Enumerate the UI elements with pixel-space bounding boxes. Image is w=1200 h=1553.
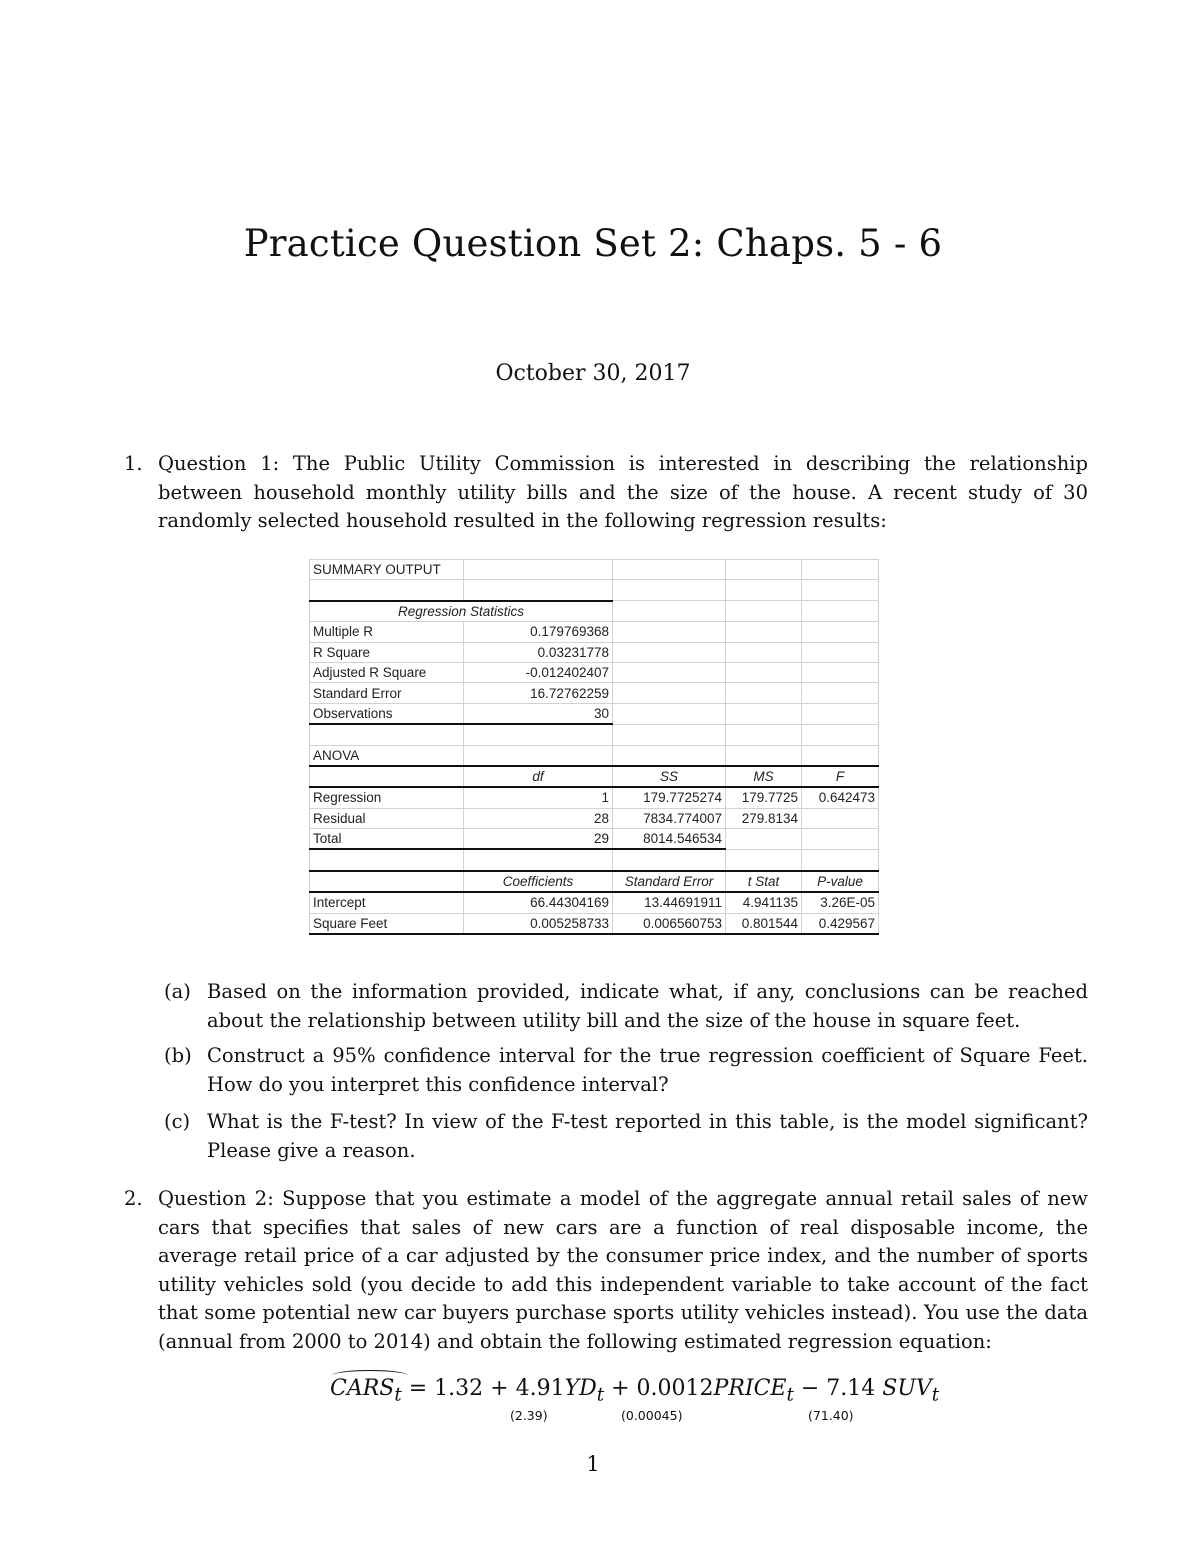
eq-subscript: t — [931, 1384, 940, 1406]
question-2-number: 2. — [124, 1187, 143, 1210]
anova-ms: 179.7725 — [726, 787, 802, 808]
part-text: Based on the information provided, indicate what, if any, conclusions can be reached about the relationship between utility bill and the size of the house in square feet. — [207, 980, 1088, 1032]
anova-ss: 8014.546534 — [613, 829, 726, 850]
eq-coef3: − 7.14 — [800, 1376, 876, 1401]
table-row — [310, 703, 879, 724]
equation-main — [330, 1376, 939, 1405]
coef-value: 0.005258733 — [464, 913, 613, 934]
stat-value: -0.012402407 — [464, 662, 613, 682]
anova-label: Regression — [310, 787, 464, 808]
anova-ms — [726, 829, 802, 850]
stat-value: 16.72762259 — [464, 683, 613, 703]
anova-label: Residual — [310, 808, 464, 828]
stat-value: 30 — [464, 703, 613, 724]
question-1-number: 1. — [124, 452, 143, 475]
table-row — [310, 829, 879, 850]
column-header: Standard Error — [613, 871, 726, 892]
coef-pvalue: 0.429567 — [802, 913, 879, 934]
eq-var2: PRICE — [713, 1376, 787, 1401]
column-header: Coefficients — [464, 871, 613, 892]
document-date: October 30, 2017 — [495, 361, 691, 386]
table-row — [310, 560, 879, 580]
part-label: (c) — [164, 1110, 191, 1133]
table-row — [310, 601, 879, 622]
eq-se2: (0.00045) — [621, 1408, 683, 1423]
coef-value: 66.44304169 — [464, 892, 613, 913]
table-row — [310, 913, 879, 934]
table-row — [310, 766, 879, 787]
stat-value: 0.179769368 — [464, 622, 613, 642]
part-label: (a) — [164, 980, 191, 1003]
column-header: t Stat — [726, 871, 802, 892]
anova-title: ANOVA — [310, 745, 464, 766]
anova-f — [802, 808, 879, 828]
eq-subscript: t — [786, 1384, 794, 1406]
anova-label: Total — [310, 829, 464, 850]
stat-label: Multiple R — [310, 622, 464, 642]
eq-subscript: t — [394, 1384, 402, 1406]
table-row — [310, 871, 879, 892]
column-header: SS — [613, 766, 726, 787]
anova-f: 0.642473 — [802, 787, 879, 808]
document-title: Practice Question Set 2: Chaps. 5 - 6 — [243, 222, 943, 265]
question-1-text: Question 1: The Public Utility Commission is interested in describing the relationship between household monthly utility bills and the size of the house. A recent study of 30 randomly selected household resulted in the following regression results: — [158, 452, 1088, 532]
table-row — [310, 622, 879, 642]
table-row — [310, 642, 879, 662]
anova-f — [802, 829, 879, 850]
anova-df: 29 — [464, 829, 613, 850]
question-1a — [164, 978, 1088, 1035]
coef-se: 0.006560753 — [613, 913, 726, 934]
anova-ss: 7834.774007 — [613, 808, 726, 828]
column-header: P-value — [802, 871, 879, 892]
page-number: 1 — [586, 1452, 600, 1476]
eq-intercept: = 1.32 + — [408, 1376, 509, 1401]
table-row — [310, 892, 879, 913]
eq-lhs: CARS — [330, 1376, 395, 1401]
regression-equation — [330, 1376, 950, 1436]
column-header: df — [464, 766, 613, 787]
summary-output-title: SUMMARY OUTPUT — [310, 560, 464, 580]
stat-value: 0.03231778 — [464, 642, 613, 662]
anova-ss: 179.7725274 — [613, 787, 726, 808]
question-1b — [164, 1042, 1088, 1099]
eq-coef2: + 0.0012 — [611, 1376, 714, 1401]
eq-subscript: t — [596, 1384, 605, 1406]
part-label: (b) — [164, 1044, 192, 1067]
question-2 — [124, 1185, 1088, 1356]
regression-statistics-header: Regression Statistics — [310, 601, 613, 622]
table-row — [310, 808, 879, 828]
part-text: What is the F-test? In view of the F-test reported in this table, is the model significant? Please give a reason. — [207, 1110, 1088, 1162]
table-row — [310, 662, 879, 682]
coef-tstat: 4.941135 — [726, 892, 802, 913]
coef-label: Square Feet — [310, 913, 464, 934]
column-header: F — [802, 766, 879, 787]
table-row — [310, 683, 879, 703]
coef-pvalue: 3.26E-05 — [802, 892, 879, 913]
column-header: MS — [726, 766, 802, 787]
anova-df: 1 — [464, 787, 613, 808]
eq-se1: (2.39) — [510, 1408, 548, 1423]
anova-df: 28 — [464, 808, 613, 828]
stat-label: Adjusted R Square — [310, 662, 464, 682]
question-1 — [124, 450, 1088, 536]
table-row — [310, 787, 879, 808]
stat-label: Standard Error — [310, 683, 464, 703]
stat-label: Observations — [310, 703, 464, 724]
part-text: Construct a 95% confidence interval for the true regression coefficient of Square Feet. How do you interpret this confidence interval? — [207, 1044, 1088, 1096]
eq-se3: (71.40) — [808, 1408, 854, 1423]
eq-var3: SUV — [882, 1376, 932, 1401]
anova-ms: 279.8134 — [726, 808, 802, 828]
question-2-text: Question 2: Suppose that you estimate a model of the aggregate annual retail sales of new cars that specifies that sales of new cars are a function of real disposable income, the average retail price of a car adjusted by the consumer price index, and the number of sports utility vehicles sold (you decide to add this independent variable to take account of the fact that some potential new car buyers purchase sports utility vehicles instead). You use the data (annual from 2000 to 2014) and obtain the following estimated regression equation: — [158, 1187, 1088, 1353]
coef-tstat: 0.801544 — [726, 913, 802, 934]
eq-var1: YD — [564, 1376, 597, 1401]
stat-label: R Square — [310, 642, 464, 662]
regression-summary-table — [309, 559, 879, 935]
coef-se: 13.44691911 — [613, 892, 726, 913]
coef-label: Intercept — [310, 892, 464, 913]
table-row — [310, 745, 879, 766]
eq-coef1: 4.91 — [515, 1376, 565, 1401]
question-1c — [164, 1108, 1088, 1165]
